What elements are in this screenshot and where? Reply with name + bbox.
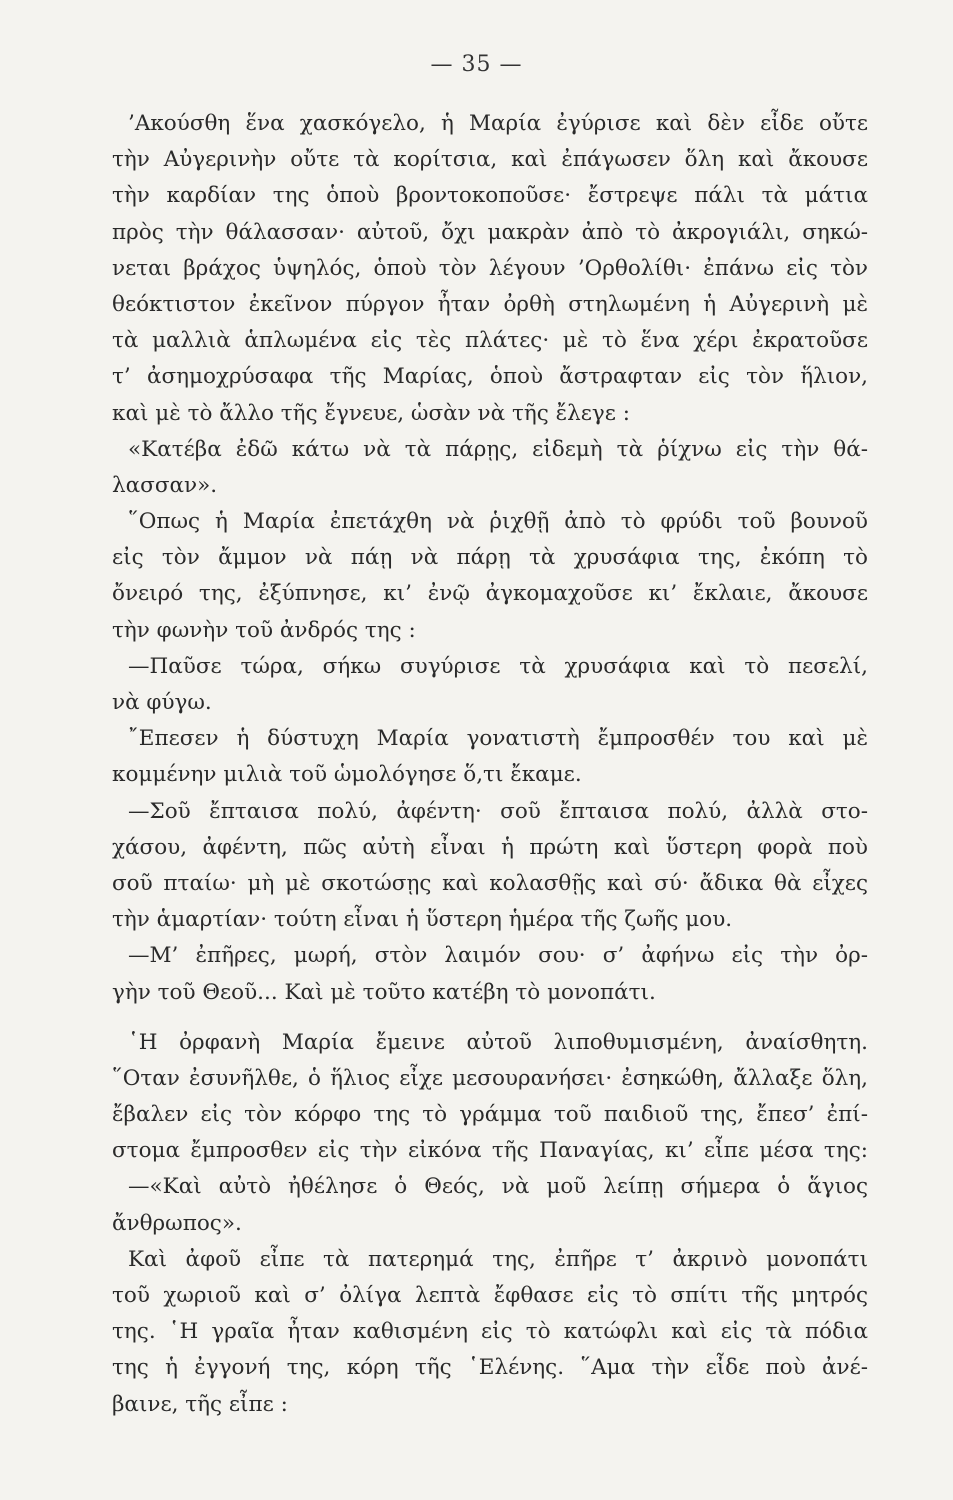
page-number: — 35 — xyxy=(430,52,523,77)
text-line: ῞Οπως ἡ Μαρία ἐπετάχθη νὰ ῥιχθῇ ἀπὸ τὸ φρύδι τοῦ βουνοῦ xyxy=(128,509,868,535)
text-line: τὴν καρδίαν της ὁποὺ βροντοκοποῦσε· ἔστρεψε πάλι τὰ μάτια xyxy=(112,183,868,209)
text-line: κομμένην μιλιὰ τοῦ ὡμολόγησε ὅ,τι ἔκαμε. xyxy=(112,762,582,788)
text-line: ’Ακούσθη ἕνα χασκόγελο, ἡ Μαρία ἐγύρισε καὶ δὲν εἶδε οὔτε xyxy=(128,111,868,136)
text-line: τὴν ἁμαρτίαν· τούτη εἶναι ἡ ὕστερη ἡμέρα τῆς ζωῆς μου. xyxy=(112,907,733,933)
text-line: της. ῾Η γραῖα ἦταν καθισμένη εἰς τὸ κατώφλι καὶ εἰς τὰ πόδια xyxy=(112,1319,868,1345)
text-line: νὰ φύγω. xyxy=(112,690,212,715)
text-line: ἄνθρωπος». xyxy=(112,1210,242,1236)
text-line: λασσαν». xyxy=(112,472,218,498)
text-line: ἔβαλεν εἰς τὸν κόρφο της τὸ γράμμα τοῦ παιδιοῦ της, ἔπεσ’ ἐπί- xyxy=(112,1102,868,1128)
text-line: —Παῦσε τώρα, σήκω συγύρισε τὰ χρυσάφια καὶ τὸ πεσελί, xyxy=(128,653,868,679)
text-line: τ’ ἀσημοχρύσαφα τῆς Μαρίας, ὁποὺ ἄστραφταν εἰς τὸν ἥλιον, xyxy=(112,364,868,390)
text-line: τὴν φωνὴν τοῦ ἀνδρός της : xyxy=(112,617,416,643)
body-text xyxy=(112,106,868,1423)
text-line: —Μ’ ἐπῆρες, μωρή, στὸν λαιμόν σου· σ’ ἀφήνω εἰς τὴν ὀρ- xyxy=(128,943,868,969)
text-line: ῞Οταν ἐσυνῆλθε, ὁ ἥλιος εἶχε μεσουρανήσει· ἐσηκώθη, ἄλλαξε ὅλη, xyxy=(112,1065,868,1091)
text-line: πρὸς τὴν θάλασσαν· αὐτοῦ, ὄχι μακρὰν ἀπὸ τὸ ἀκρογιάλι, σηκώ- xyxy=(112,219,868,245)
text-line: εἰς τὸν ἄμμον νὰ πάῃ νὰ πάρῃ τὰ χρυσάφια της, ἐκόπη τὸ xyxy=(112,545,868,571)
text-line: —Σοῦ ἔπταισα πολύ, ἀφέντη· σοῦ ἔπταισα πολύ, ἀλλὰ στο- xyxy=(128,798,868,824)
text-line: νεται βράχος ὑψηλός, ὁποὺ τὸν λέγουν ’Ορθολίθι· ἐπάνω εἰς τὸν xyxy=(112,255,868,281)
text-line: «Κατέβα ἐδῶ κάτω νὰ τὰ πάρῃς, εἰδεμὴ τὰ ῥίχνω εἰς τὴν θά- xyxy=(128,436,868,462)
text-line: ῎Επεσεν ἡ δύστυχη Μαρία γονατιστὴ ἔμπροσθέν του καὶ μὲ xyxy=(128,726,868,752)
paragraph-gap xyxy=(112,1011,868,1025)
text-line: θεόκτιστον ἐκεῖνον πύργον ἦταν ὀρθὴ στηλωμένη ἡ Αὐγερινὴ μὲ xyxy=(112,291,868,317)
text-line: Καὶ ἀφοῦ εἶπε τὰ πατερημά της, ἐπῆρε τ’ ἀκρινὸ μονοπάτι xyxy=(128,1246,868,1272)
text-line: τοῦ χωριοῦ καὶ σ’ ὀλίγα λεπτὰ ἔφθασε εἰς τὸ σπίτι τῆς μητρός xyxy=(112,1283,868,1308)
text-line: τὰ μαλλιὰ ἁπλωμένα εἰς τὲς πλάτες· μὲ τὸ ἕνα χέρι ἐκρατοῦσε xyxy=(112,328,868,354)
text-line: βαινε, τῆς εἶπε : xyxy=(112,1391,288,1417)
text-line: καὶ μὲ τὸ ἄλλο τῆς ἔγνευε, ὡσὰν νὰ τῆς ἔλεγε : xyxy=(112,400,630,426)
text-line: τὴν Αὐγερινὴν οὔτε τὰ κορίτσια, καὶ ἐπάγωσεν ὅλη καὶ ἄκουσε xyxy=(112,147,868,173)
text-line: σοῦ πταίω· μὴ μὲ σκοτώσῃς καὶ κολασθῇς καὶ σύ· ἄδικα θὰ εἶχες xyxy=(112,870,868,896)
text-line: της ἡ ἐγγονή της, κόρη τῆς ῾Ελένης. ῞Αμα τὴν εἶδε ποὺ ἀνέ- xyxy=(112,1355,868,1381)
text-line: χάσου, ἀφέντη, πῶς αὐτὴ εἶναι ἡ πρώτη καὶ ὕστερη φορὰ ποὺ xyxy=(112,834,868,860)
text-line: στομα ἔμπροσθεν εἰς τὴν εἰκόνα τῆς Παναγίας, κι’ εἶπε μέσα της: xyxy=(112,1138,868,1164)
text-line: ὄνειρό της, ἐξύπνησε, κι’ ἐνῷ ἀγκομαχοῦσε κι’ ἔκλαιε, ἄκουσε xyxy=(112,581,868,607)
text-line: —«Καὶ αὐτὸ ἠθέλησε ὁ Θεός, νὰ μοῦ λείπῃ σήμερα ὁ ἅγιος xyxy=(128,1174,868,1200)
text-line: ῾Η ὀρφανὴ Μαρία ἔμεινε αὐτοῦ λιποθυμισμένη, ἀναίσθητη. xyxy=(128,1029,868,1055)
text-line: γὴν τοῦ Θεοῦ... Καὶ μὲ τοῦτο κατέβη τὸ μονοπάτι. xyxy=(112,979,656,1005)
